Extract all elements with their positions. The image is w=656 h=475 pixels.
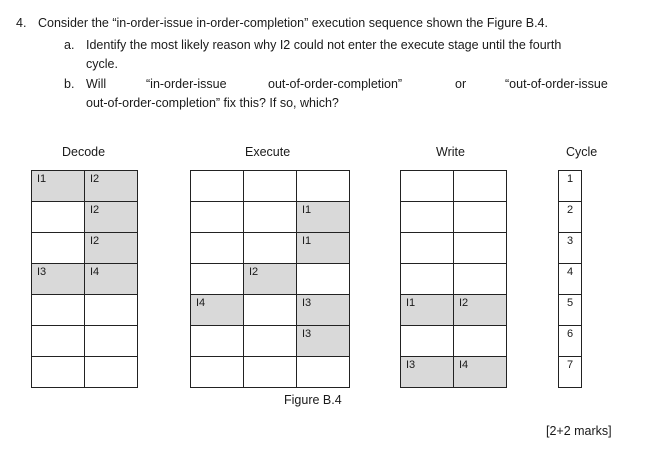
write-cell	[454, 264, 507, 295]
execute-cell: I2	[244, 264, 297, 295]
cycle-row	[559, 202, 582, 233]
write-row	[401, 171, 507, 202]
execute-header: Execute	[245, 145, 291, 159]
execute-cell: I1	[297, 233, 350, 264]
decode-header: Decode	[62, 145, 106, 159]
part-b-text-cont: out-of-order-completion” fix this? If so, which?	[86, 96, 339, 110]
execute-cell	[244, 357, 297, 388]
write-header: Write	[436, 145, 465, 159]
part-a-text: Identify the most likely reason why I2 could not enter the execute stage until the fourth	[86, 38, 562, 52]
write-cell	[401, 264, 454, 295]
decode-cell	[85, 326, 138, 357]
write-cell	[401, 171, 454, 202]
part-b-word-5: “out-of-order-issue	[505, 77, 608, 91]
part-b-letter: b.	[64, 77, 75, 91]
part-b-word-2: “in-order-issue	[146, 77, 227, 91]
execute-cell	[191, 233, 244, 264]
write-cell	[401, 233, 454, 264]
figure-caption: Figure B.4	[284, 393, 342, 407]
cycle-cell: 3	[559, 233, 582, 264]
execute-cell	[191, 202, 244, 233]
decode-row	[32, 202, 138, 233]
write-table	[400, 170, 507, 388]
decode-cell: I2	[85, 171, 138, 202]
execute-cell: I3	[297, 326, 350, 357]
cycle-cell: 6	[559, 326, 582, 357]
write-row	[401, 233, 507, 264]
part-a-text-cont: cycle.	[86, 57, 118, 71]
write-row	[401, 326, 507, 357]
execute-cell: I3	[297, 295, 350, 326]
write-row	[401, 202, 507, 233]
write-table-body	[401, 171, 507, 388]
write-cell: I2	[454, 295, 507, 326]
decode-cell	[32, 357, 85, 388]
decode-cell: I2	[85, 202, 138, 233]
cycle-row	[559, 264, 582, 295]
decode-table-body	[32, 171, 138, 388]
write-cell	[401, 326, 454, 357]
decode-cell	[32, 295, 85, 326]
write-cell: I4	[454, 357, 507, 388]
execute-cell	[297, 264, 350, 295]
decode-cell	[32, 233, 85, 264]
decode-row	[32, 326, 138, 357]
decode-cell: I3	[32, 264, 85, 295]
question-stem: Consider the “in-order-issue in-order-completion” execution sequence shown the Figure B.4.	[38, 16, 548, 30]
marks-label: [2+2 marks]	[546, 424, 612, 438]
execute-cell	[191, 264, 244, 295]
write-cell	[454, 233, 507, 264]
cycle-row	[559, 233, 582, 264]
write-cell	[401, 202, 454, 233]
execute-row	[191, 233, 350, 264]
execute-row	[191, 171, 350, 202]
write-cell	[454, 171, 507, 202]
decode-cell: I4	[85, 264, 138, 295]
execute-table	[190, 170, 350, 388]
decode-table	[31, 170, 138, 388]
write-row	[401, 357, 507, 388]
decode-row	[32, 357, 138, 388]
write-row	[401, 264, 507, 295]
decode-cell	[32, 326, 85, 357]
execute-row	[191, 202, 350, 233]
question-number: 4.	[16, 16, 27, 30]
execute-cell: I1	[297, 202, 350, 233]
cycle-cell: 4	[559, 264, 582, 295]
execute-cell	[244, 202, 297, 233]
write-cell: I1	[401, 295, 454, 326]
execute-row	[191, 264, 350, 295]
decode-cell: I1	[32, 171, 85, 202]
cycle-cell: 1	[559, 171, 582, 202]
execute-cell	[297, 357, 350, 388]
decode-cell	[85, 357, 138, 388]
decode-row	[32, 264, 138, 295]
decode-row	[32, 171, 138, 202]
write-cell	[454, 202, 507, 233]
cycle-row	[559, 357, 582, 388]
decode-row	[32, 233, 138, 264]
decode-row	[32, 295, 138, 326]
execute-cell	[244, 233, 297, 264]
cycle-row	[559, 326, 582, 357]
write-cell: I3	[401, 357, 454, 388]
execute-cell	[191, 357, 244, 388]
part-b-word-3: out-of-order-completion”	[268, 77, 403, 91]
write-row	[401, 295, 507, 326]
part-b-word-1: Will	[86, 77, 107, 91]
execute-cell	[191, 326, 244, 357]
cycle-cell: 2	[559, 202, 582, 233]
write-cell	[454, 326, 507, 357]
execute-cell: I4	[191, 295, 244, 326]
execute-cell	[244, 295, 297, 326]
cycle-cell: 7	[559, 357, 582, 388]
cycle-table-body	[559, 171, 582, 388]
decode-cell	[85, 295, 138, 326]
cycle-table	[558, 170, 582, 388]
decode-cell	[32, 202, 85, 233]
execute-cell	[191, 171, 244, 202]
execute-cell	[244, 326, 297, 357]
execute-row	[191, 357, 350, 388]
execute-cell	[297, 171, 350, 202]
decode-cell: I2	[85, 233, 138, 264]
cycle-cell: 5	[559, 295, 582, 326]
cycle-row	[559, 171, 582, 202]
cycle-header: Cycle	[566, 145, 598, 159]
execute-row	[191, 326, 350, 357]
execute-row	[191, 295, 350, 326]
part-b-word-4: or	[455, 77, 467, 91]
execute-table-body	[191, 171, 350, 388]
cycle-row	[559, 295, 582, 326]
execute-cell	[244, 171, 297, 202]
part-a-letter: a.	[64, 38, 75, 52]
